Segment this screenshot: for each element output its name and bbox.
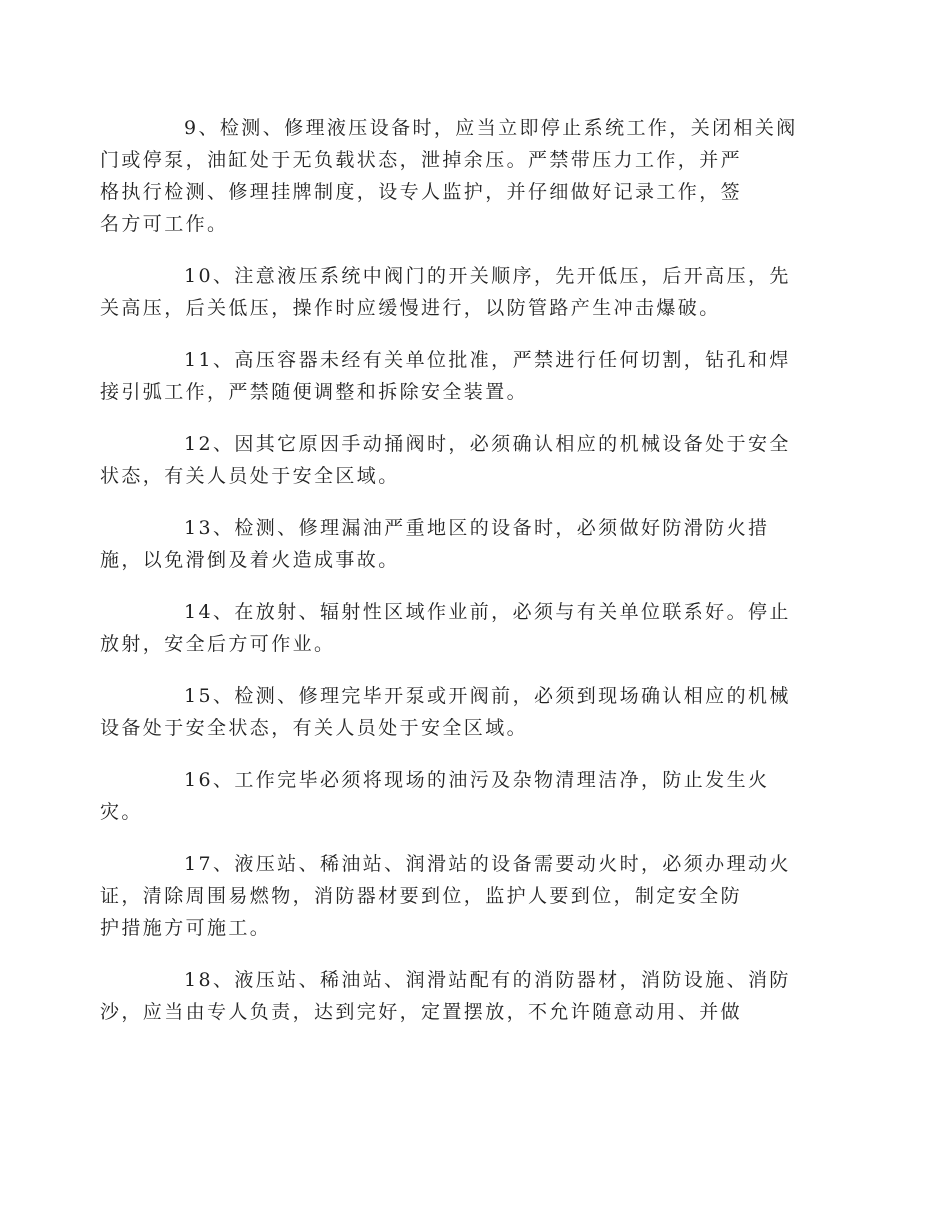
paragraph-line: 状态，有关人员处于安全区域。 <box>100 465 400 487</box>
paragraph-line: 12、因其它原因手动捅阀时，必须确认相应的机械设备处于安全 <box>184 433 791 455</box>
paragraph-line: 门或停泵，油缸处于无负载状态，泄掉余压。严禁带压力工作，并严 <box>100 149 743 171</box>
paragraph-line: 施，以免滑倒及着火造成事故。 <box>100 549 400 571</box>
paragraph-line: 16、工作完毕必须将现场的油污及杂物清理洁净，防止发生火 <box>184 769 770 791</box>
paragraph-line: 18、液压站、稀油站、润滑站配有的消防器材，消防设施、消防 <box>184 969 791 991</box>
paragraph-line: 17、液压站、稀油站、润滑站的设备需要动火时，必须办理动火 <box>184 853 791 875</box>
paragraph-line: 13、检测、修理漏油严重地区的设备时，必须做好防滑防火措 <box>184 517 770 539</box>
paragraph-line: 15、检测、修理完毕开泵或开阀前，必须到现场确认相应的机械 <box>184 685 791 707</box>
paragraph-item-10 <box>100 260 802 324</box>
document-body <box>100 112 802 1048</box>
paragraph-item-13 <box>100 512 802 576</box>
paragraph-item-12 <box>100 428 802 492</box>
paragraph-item-16 <box>100 764 802 828</box>
paragraph-line: 9、检测、修理液压设备时，应当立即停止系统工作，关闭相关阀 <box>184 117 798 139</box>
paragraph-line: 14、在放射、辐射性区域作业前，必须与有关单位联系好。停止 <box>184 601 791 623</box>
paragraph-line: 放射，安全后方可作业。 <box>100 633 336 655</box>
paragraph-item-18 <box>100 964 802 1028</box>
paragraph-line: 沙，应当由专人负责，达到完好，定置摆放，不允许随意动用、并做 <box>100 1001 743 1023</box>
paragraph-line: 关高压，后关低压，操作时应缓慢进行，以防管路产生冲击爆破。 <box>100 297 721 319</box>
paragraph-line: 灾。 <box>100 801 143 823</box>
paragraph-line: 格执行检测、修理挂牌制度，设专人监护，并仔细做好记录工作，签 <box>100 181 743 203</box>
paragraph-line: 接引弧工作，严禁随便调整和拆除安全装置。 <box>100 381 529 403</box>
paragraph-line: 证，清除周围易燃物，消防器材要到位，监护人要到位，制定安全防 <box>100 885 743 907</box>
paragraph-item-14 <box>100 596 802 660</box>
paragraph-line: 名方可工作。 <box>100 213 229 235</box>
paragraph-line: 设备处于安全状态，有关人员处于安全区域。 <box>100 717 529 739</box>
paragraph-item-11 <box>100 344 802 408</box>
paragraph-item-17 <box>100 848 802 944</box>
paragraph-line: 11、高压容器未经有关单位批准，严禁进行任何切割，钻孔和焊 <box>184 349 791 371</box>
paragraph-item-15 <box>100 680 802 744</box>
paragraph-line: 护措施方可施工。 <box>100 917 272 939</box>
paragraph-line: 10、注意液压系统中阀门的开关顺序，先开低压，后开高压，先 <box>184 265 791 287</box>
paragraph-item-9 <box>100 112 802 240</box>
